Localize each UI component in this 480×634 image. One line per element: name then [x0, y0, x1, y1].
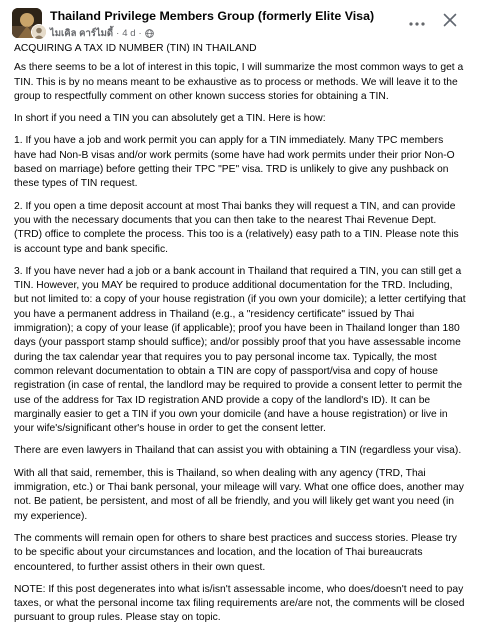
post-title: ACQUIRING A TAX ID NUMBER (TIN) IN THAILAND — [14, 43, 257, 54]
author-avatar[interactable] — [31, 24, 47, 40]
close-button[interactable] — [437, 9, 463, 35]
post-meta — [50, 26, 154, 41]
more-options-button[interactable] — [404, 11, 430, 33]
post-paragraph: There are even lawyers in Thailand that can assist you with obtaining a TIN (regardless your visa). — [14, 445, 462, 457]
post-paragraph: As there seems to be a lot of interest in this topic, I will summarize the most common ways to get a TIN. This is by no means meant to be exhaustive as to process or methods. We will leave it to the group to respectfully comment on other known success stories for obtaining a TIN. — [14, 62, 464, 102]
meta-separator: · — [138, 28, 142, 39]
author-name-link[interactable]: ไมเคิล คาร์ไมดี้ — [50, 28, 114, 39]
post-paragraph: With all that said, remember, this is Thailand, so when dealing with any agency (TRD, Thai immigration, etc.) or Thai bank personal, your mileage will vary. What one office does, another may not. Be patient, be persistent, and most of all be friendly, and you will likely get want you need (in my experience). — [14, 467, 464, 522]
more-options-icon — [409, 13, 425, 31]
post-paragraph: In short if you need a TIN you can absolutely get a TIN. Here is how: — [14, 113, 326, 125]
post-paragraph: NOTE: If this post degenerates into what is/isn't assessable income, who does/doesn't need to pay taxes, or what the personal income tax filing requirements are/are not, the comments will be closed pursuant to group rules. Please stay on topic. — [14, 583, 465, 624]
group-name-link[interactable]: Thailand Privilege Members Group (formerly Elite Visa) — [50, 9, 375, 23]
post-paragraph: 3. If you have never had a job or a bank account in Thailand that required a TIN, you can still get a TIN. However, you MAY be required to produce additional documentation for the TRD. Including, but not limited to: a copy of your house registration (if you own your domicile); a letter certifying that you have a permanent address in Thailand (e.g., a "residency certificate" issued by Thai immigration); a copy of your lease (if applicable); proof you have been in Thailand longer than 180 days (your passport stamp should suffice); and/or possibly proof that you have assessable income during the tax calendar year that requires you to pay personal income tax. Typically, the most common relevant documentation to obtain a TIN are copy of passport/visa and copy of house registration (in case of rental, the landlord may be required to provide a consent letter to permit the use of the address for Tax ID registration AND provide a copy of the landlord's ID). It can be marginally easier to get a TIN if you own your domicile (and have a house registration) or live in your wife's/significant other's house in order to get the consent letter. — [14, 265, 466, 435]
post-paragraph: The comments will remain open for others to share best practices and success stories. Please try to be specific about your circumstances and location, and the location of Thai bureaucrats encountered, to further assist others in their own quest. — [14, 532, 457, 573]
post-paragraph: 1. If you have a job and work permit you can apply for a TIN immediately. Many TPC members have had Non-B visas and/or work permits (some have had work permits under their prior Non-O based on marriage) before getting their TPC "PE" visa. TRD is unlikely to give any pushback on these types of TIN request. — [14, 135, 455, 190]
close-icon — [443, 13, 457, 32]
post-timestamp[interactable]: 4 d — [122, 28, 136, 39]
meta-separator: · — [116, 28, 120, 39]
post-header — [0, 0, 480, 46]
post-paragraph: 2. If you open a time deposit account at most Thai banks they will request a TIN, and can provide you with the necessary documents that you can then take to the nearest Thai Revenue Dept. (TRD) office to complete the process. This too is a (relatively) easy path to a TIN. Please note this is account type and bank specific. — [14, 200, 459, 255]
post-body — [14, 42, 466, 634]
globe-icon — [145, 29, 154, 38]
